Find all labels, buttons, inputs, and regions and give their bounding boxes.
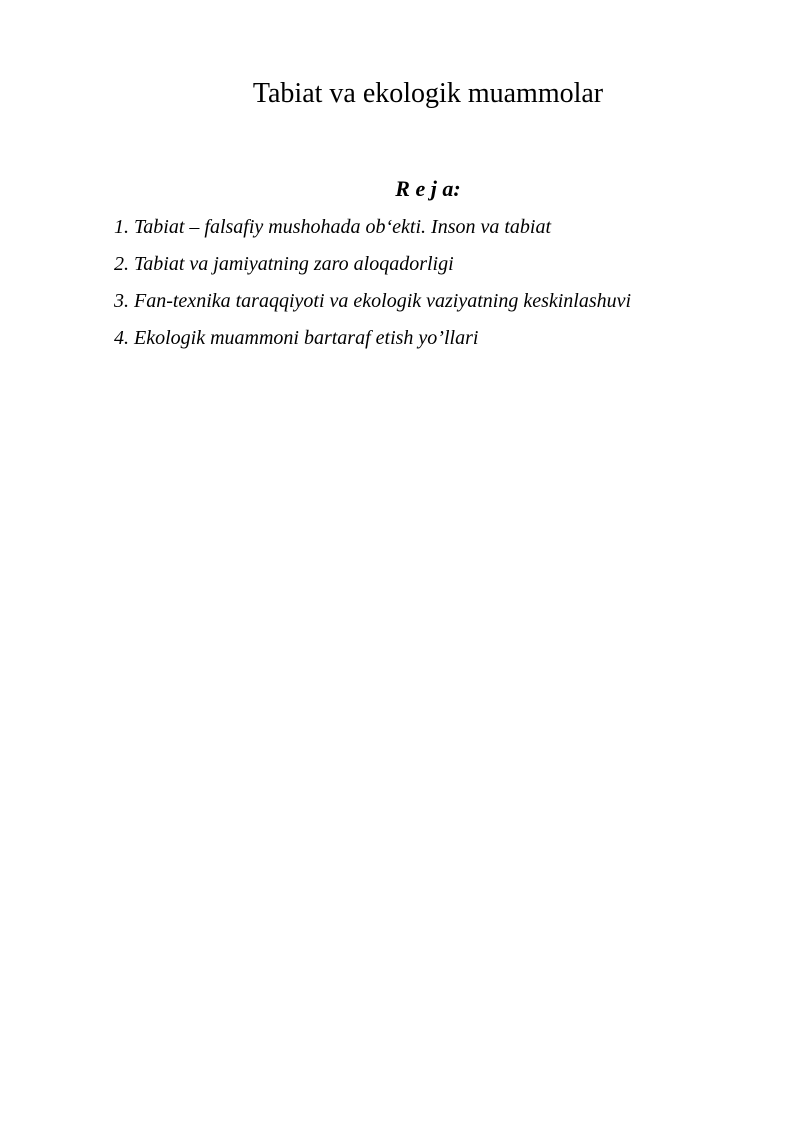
plan-heading: R e j a: — [395, 176, 461, 201]
plan-item-2: 2. Tabiat va jamiyatning zaro aloqadorligi — [114, 253, 454, 275]
plan-list — [114, 214, 631, 362]
plan-item-4: 4. Ekologik muammoni bartaraf etish yo’llari — [114, 327, 479, 349]
plan-item-1: 1. Tabiat – falsafiy mushohada ob‘ekti. Inson va tabiat — [114, 216, 552, 238]
page-title: Tabiat va ekologik muammolar — [252, 78, 604, 109]
plan-item-3: 3. Fan-texnika taraqqiyoti va ekologik vaziyatning keskinlashuvi — [114, 290, 632, 312]
